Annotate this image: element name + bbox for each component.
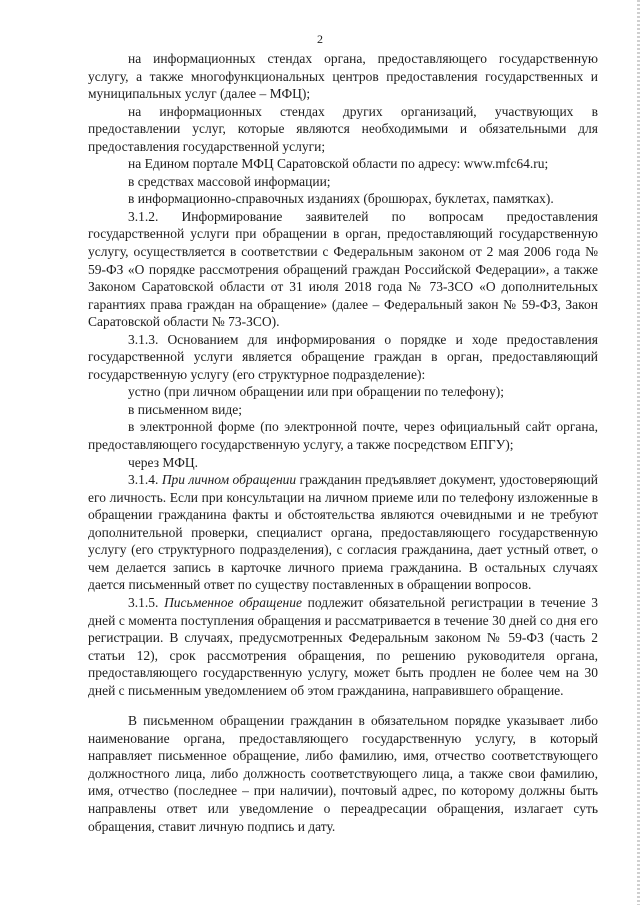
paragraph-3-1-2: 3.1.2. Информирование заявителей по вопросам предоставления государственной услуги при обращении в орган, предоставляющий государственную услугу, осуществляется в соответствии с Федеральным законом от 2 мая 2006 года № 59-ФЗ «О порядке рассмотрения обращений граждан Российской Федерации», а также Законом Саратовской области от 31 июля 2018 года № 73-ЗСО «О дополнительных гарантиях права граждан на обращение» (далее – Федеральный закон № 59-ФЗ, Закон Саратовской области № 73-ЗСО). xyxy=(88,208,598,330)
emphasis-personal-appeal: При личном обращении xyxy=(161,472,297,488)
paragraph-mfc-portal: на Едином портале МФЦ Саратовской области по адресу: www.mfc64.ru; xyxy=(128,156,549,172)
paragraph-3-1-5 xyxy=(88,594,598,699)
paragraph-mass-media: в средствах массовой информации; xyxy=(128,173,331,189)
paragraph-orally: устно (при личном обращении или при обращении по телефону); xyxy=(128,384,505,400)
document-body xyxy=(88,50,598,835)
clause-number: 3.1.4. xyxy=(128,472,159,488)
paragraph-info-stands-organ: на информационных стендах органа, предоставляющего государственную услугу, а также многофункциональных центров предоставления государственных и муниципальных услуг (далее – МФЦ); xyxy=(88,51,598,102)
clause-text: гражданин предъявляет документ, удостоверяющий его личность. Если при консультации на личном приеме или по телефону изложенные в обращении гражданина факты и обстоятельства являются очевидными и не требуют дополнительной проверки, специалист органа, предоставляющего государственную услугу (его структурного подразделения), с согласия гражданина, дает устный ответ, о чем делается запись в карточке личного приема гражданина. В остальных случаях дается письменный ответ по существу поставленных в обращении вопросов. xyxy=(88,472,598,593)
paragraph-written-requirements: В письменном обращении гражданин в обязательном порядке указывает либо наименование органа, предоставляющего государственную услугу, в который направляет письменное обращение, либо фамилию, имя, отчество соответствующего должностного лица, либо должность соответствующего лица, а также свои фамилию, имя, отчество (последнее – при наличии), почтовый адрес, по которому должны быть направлены ответ или уведомление о переадресации обращения, излагает суть обращения, ставит личную подпись и дату. xyxy=(88,713,598,834)
paragraph-3-1-4 xyxy=(88,471,598,594)
paragraph-in-writing: в письменном виде; xyxy=(128,401,242,417)
paragraph-info-stands-other: на информационных стендах других организаций, участвующих в предоставлении услуг, которые являются необходимыми и обязательными для предоставления государственной услуги; xyxy=(88,103,598,154)
paragraph-via-mfc: через МФЦ. xyxy=(128,454,199,470)
paragraph-reference-publications: в информационно-справочных изданиях (брошюрах, буклетах, памятках). xyxy=(128,191,554,207)
paragraph-electronic: в электронной форме (по электронной почте, через официальный сайт органа, предоставляющего государственную услугу, а также посредством ЕПГУ); xyxy=(88,419,598,453)
clause-number: 3.1.5. xyxy=(128,594,159,610)
paragraph-3-1-3: 3.1.3. Основанием для информирования о порядке и ходе предоставления государственной услуги является обращение граждан в орган, предоставляющий государственную услугу (его структурное подразделение): xyxy=(88,331,598,382)
page-number: 2 xyxy=(317,32,323,46)
clause-text: подлежит обязательной регистрации в течение 3 дней с момента поступления обращения и рассматривается в течение 30 дней со дня его регистрации. В случаях, предусмотренных Федеральным законом № 59-ФЗ (часть 2 статьи 12), срок рассмотрения обращения, по решению руководителя органа, предоставляющего государственную услугу, может быть продлен не более чем на 30 дней с письменным уведомлением об этом гражданина, направившего обращение. xyxy=(88,594,599,698)
emphasis-written-appeal: Письменное обращение xyxy=(164,594,302,610)
